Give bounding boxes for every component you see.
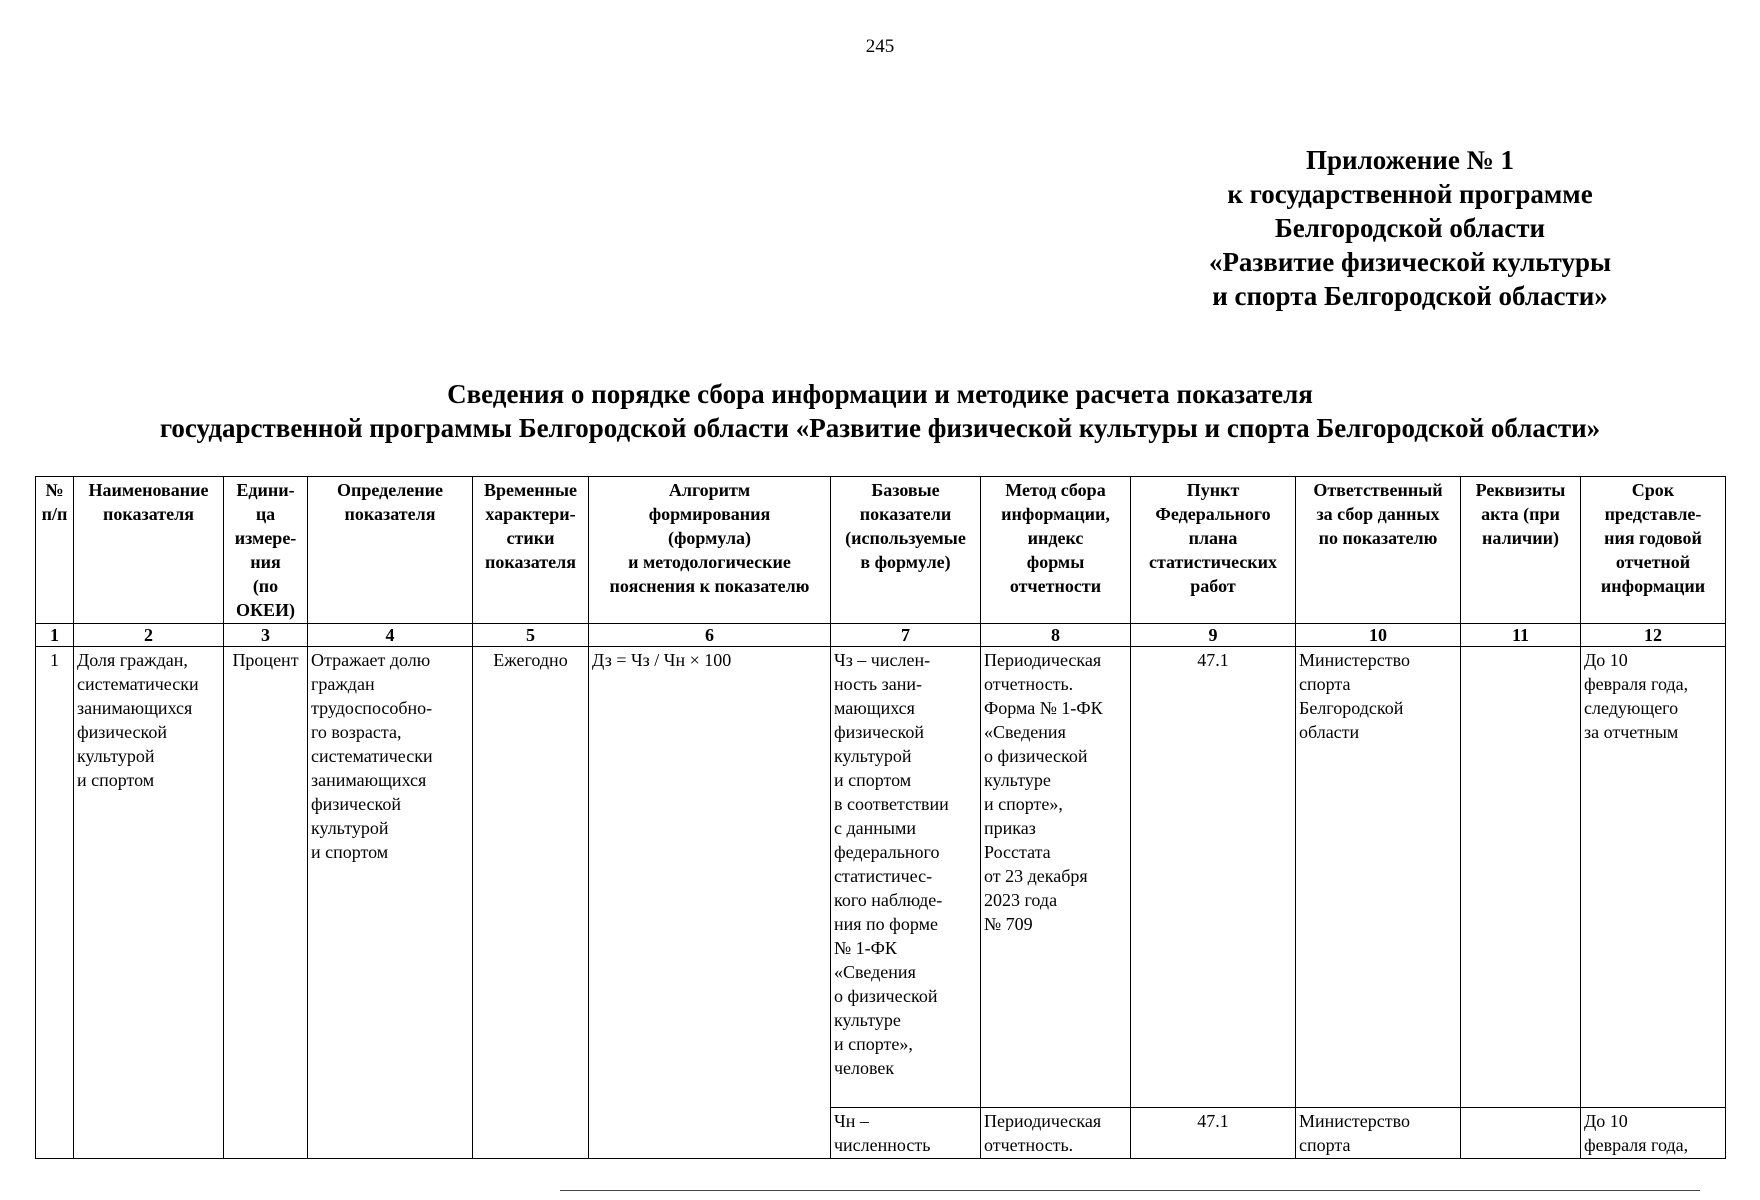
column-number: 12 [1581,624,1726,647]
column-number: 6 [589,624,831,647]
document-title-line-1: Сведения о порядке сбора информации и методике расчета показателя [447,379,1313,409]
plan-item-cell: 47.1 [1131,647,1296,1108]
column-number: 9 [1131,624,1296,647]
header-cell-base-indicators: Базовые показатели (используемые в формуле) [831,477,981,624]
header-cell-algorithm: Алгоритм формирования (формула) и методологические пояснения к показателю [589,477,831,624]
indicators-table [35,476,1726,1159]
column-number: 4 [308,624,473,647]
header-cell-responsible: Ответственный за сбор данных по показателю [1296,477,1461,624]
definition-cell: Отражает долю граждан трудоспособно- го возраста, систематически занимающихся физической культурой и спортом [308,647,473,1159]
column-number: 2 [74,624,224,647]
document-title [0,377,1760,445]
page-number: 245 [865,36,895,57]
row-number-cell: 1 [36,647,74,1159]
base-indicator-cell: Чз – числен- ность зани- мающихся физической культурой и спортом в соответствии с данными федерального статистичес- кого наблюде- ния по форме № 1-ФК «Сведения о физической культуре и спорте», человек [831,647,981,1108]
table-row [36,647,1726,1108]
act-cell [1461,647,1581,1108]
appendix-line: и спорта Белгородской области» [1212,281,1608,311]
header-cell-act: Реквизиты акта (при наличии) [1461,477,1581,624]
header-cell-deadline: Срок представле- ния годовой отчетной информации [1581,477,1726,624]
time-characteristic-cell: Ежегодно [473,647,589,1159]
header-cell-number: № п/п [36,477,74,624]
document-title-line-2: государственной программы Белгородской области «Развитие физической культуры и спорта Белгородской области» [159,413,1601,443]
deadline-cell: До 10 февраля года, [1581,1108,1726,1159]
deadline-cell: До 10 февраля года, следующего за отчетным [1581,647,1726,1108]
header-cell-name: Наименование показателя [74,477,224,624]
indicator-name-cell: Доля граждан, систематически занимающихся физической культурой и спортом [74,647,224,1159]
column-number: 3 [224,624,308,647]
header-row [36,477,1726,624]
column-number: 10 [1296,624,1461,647]
unit-cell: Процент [224,647,308,1159]
column-number: 7 [831,624,981,647]
appendix-line: к государственной программе [1227,179,1593,209]
header-cell-method: Метод сбора информации, индекс формы отчетности [981,477,1131,624]
plan-item-cell: 47.1 [1131,1108,1296,1159]
responsible-cell: Министерство спорта Белгородской области [1296,647,1461,1108]
header-cell-unit: Едини- ца измере- ния (по ОКЕИ) [224,477,308,624]
base-indicator-cell: Чн – численность [831,1108,981,1159]
column-number: 11 [1461,624,1581,647]
column-number: 8 [981,624,1131,647]
appendix-line: «Развитие физической культуры [1208,247,1612,277]
appendix-heading [1100,143,1720,313]
column-number-row [36,624,1726,647]
formula-cell: Дз = Чз / Чн × 100 [589,647,831,1159]
header-cell-definition: Определение показателя [308,477,473,624]
act-cell [1461,1108,1581,1159]
method-cell: Периодическая отчетность. Форма № 1-ФК «Сведения о физической культуре и спорте», приказ Росстата от 23 декабря 2023 года № 709 [981,647,1131,1108]
column-number: 1 [36,624,74,647]
method-cell: Периодическая отчетность. [981,1108,1131,1159]
appendix-line: Приложение № 1 [1306,145,1514,175]
header-cell-time: Временные характери- стики показателя [473,477,589,624]
bottom-divider [560,1190,1700,1191]
appendix-line: Белгородской области [1274,213,1546,243]
responsible-cell: Министерство спорта [1296,1108,1461,1159]
column-number: 5 [473,624,589,647]
header-cell-plan-item: Пункт Федерального плана статистических работ [1131,477,1296,624]
